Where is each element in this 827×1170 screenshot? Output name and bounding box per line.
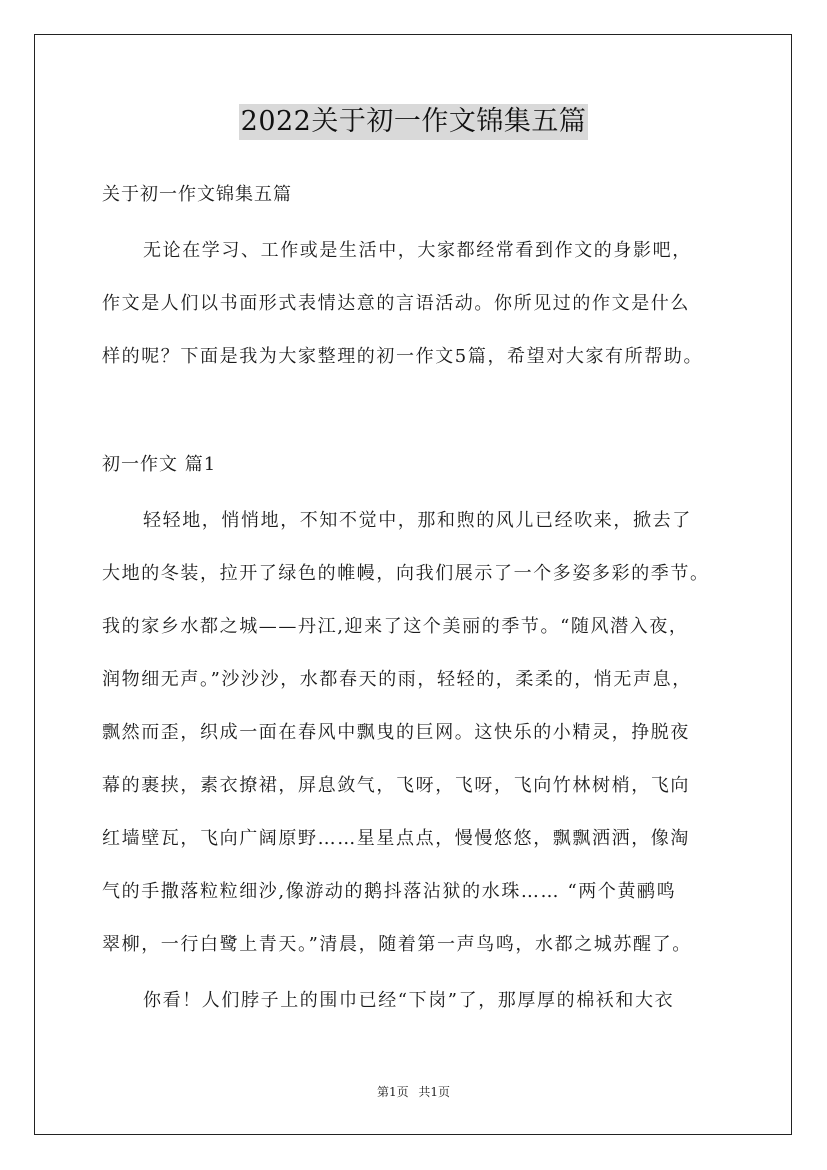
paragraph1-line-4: 润物细无声。”沙沙沙，水都春天的雨，轻轻的，柔柔的，悄无声息， <box>102 669 692 690</box>
page-total: 共1页 <box>418 1085 451 1099</box>
page-number: 第1页 <box>376 1085 409 1099</box>
document-subtitle: 关于初一作文锦集五篇 <box>102 184 292 205</box>
page-footer <box>0 1084 827 1100</box>
paragraph1-line-8: 气的手撒落粒粒细沙,像游动的鹅抖落沾狱的水珠…… “两个黄鹂鸣 <box>102 881 677 902</box>
document-title: 2022关于初一作文锦集五篇 <box>239 104 589 140</box>
paragraph1-line-3: 我的家乡水都之城——丹江,迎来了这个美丽的季节。“随风潜入夜， <box>102 616 689 637</box>
paragraph1-line-7: 红墙壁瓦，飞向广阔原野……星星点点，慢慢悠悠，飘飘洒洒，像淘 <box>102 828 690 849</box>
paragraph1-line-5: 飘然而歪，织成一面在春风中飘曳的巨网。这快乐的小精灵，挣脱夜 <box>102 722 690 743</box>
paragraph1-line-9: 翠柳，一行白鹭上青天。”清晨，随着第一声鸟鸣，水都之城苏醒了。 <box>102 934 692 955</box>
paragraph2-line-1: 你看！人们脖子上的围巾已经“下岗”了，那厚厚的棉袄和大衣 <box>143 990 675 1011</box>
intro-line-3: 样的呢？下面是我为大家整理的初一作文5篇，希望对大家有所帮助。 <box>102 346 704 367</box>
title-wrap <box>0 104 827 140</box>
intro-line-2: 作文是人们以书面形式表情达意的言语活动。你所见过的作文是什么 <box>102 293 690 314</box>
intro-line-1: 无论在学习、工作或是生活中，大家都经常看到作文的身影吧， <box>143 240 692 261</box>
paragraph1-line-6: 幕的裹挟，素衣撩裙，屏息敛气，飞呀，飞呀，飞向竹林树梢，飞向 <box>102 775 690 796</box>
paragraph1-line-1: 轻轻地，悄悄地，不知不觉中，那和煦的风儿已经吹来，掀去了 <box>143 510 692 531</box>
section-heading: 初一作文 篇1 <box>102 454 217 475</box>
paragraph1-line-2: 大地的冬装，拉开了绿色的帷幔，向我们展示了一个多姿多彩的季节。 <box>102 563 710 584</box>
